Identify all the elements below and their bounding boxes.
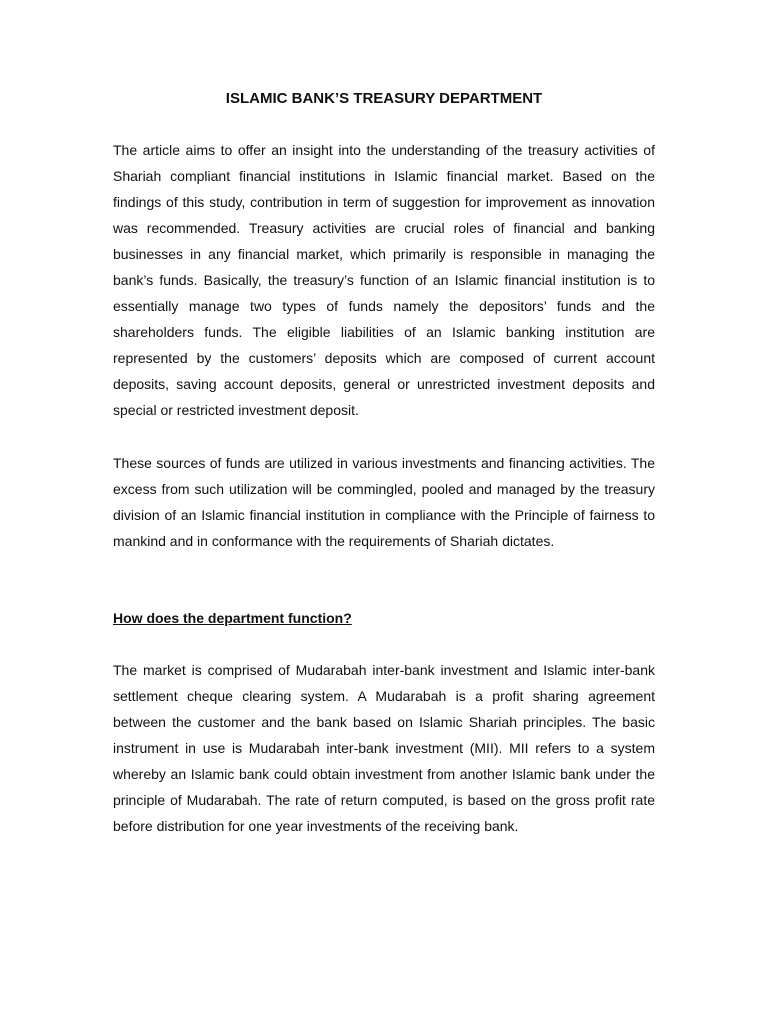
section-heading: How does the department function? [113,610,352,626]
market-paragraph: The market is comprised of Mudarabah inter-bank investment and Islamic inter-bank settlement cheque clearing system. A Mudarabah is a profit sharing agreement between the customer and the bank based on Islamic Shariah principles. The basic instrument in use is Mudarabah inter-bank investment (MII). MII refers to a system whereby an Islamic bank could obtain investment from another Islamic bank under the principle of Mudarabah. The rate of return computed, is based on the gross profit rate before distribution for one year investments of the receiving bank. [113,662,655,834]
funds-paragraph: These sources of funds are utilized in various investments and financing activities. The excess from such utilization will be commingled, pooled and managed by the treasury division of an Islamic financial institution in compliance with the Principle of fairness to mankind and in conformance with the requirements of Shariah dictates. [113,455,655,549]
intro-paragraph: The article aims to offer an insight into the understanding of the treasury activities of Shariah compliant financial institutions in Islamic financial market. Based on the findings of this study, contribution in term of suggestion for improvement as innovation was recommended. Treasury activities are crucial roles of financial and banking businesses in any financial market, which primarily is responsible in managing the bank’s funds. Basically, the treasury’s function of an Islamic financial institution is to essentially manage two types of funds namely the depositors’ funds and the shareholders funds. The eligible liabilities of an Islamic banking institution are represented by the customers’ deposits which are composed of current account deposits, saving account deposits, general or unrestricted investment deposits and special or restricted investment deposit. [113,142,655,418]
document-title: ISLAMIC BANK’S TREASURY DEPARTMENT [225,90,543,107]
